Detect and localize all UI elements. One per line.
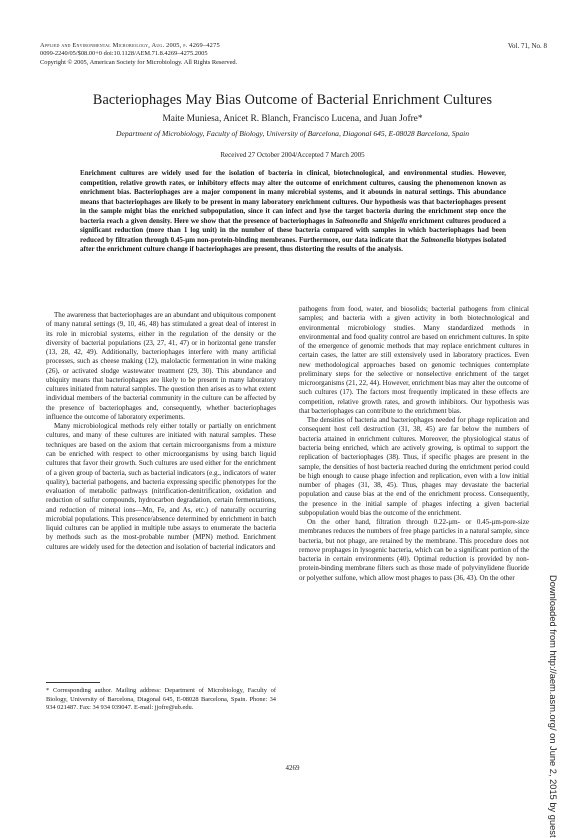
body-column-left <box>46 311 276 552</box>
body-paragraph: Many microbiological methods rely either totally or partially on enrichment cultures, and many of these cultures are initiated with natural samples. These techniques are based on the axiom that certain microorganisms from a mixture can be enriched with respect to other microorganisms by using batch liquid cultures that favor their growth. Such cultures are used either for the enrichment of a given group of bacteria, such as bacterial indicators (e.g., indicators of water quality), bacterial pathogens, and bacteria expressing specific phenotypes for the evaluation of metabolic pathways (nitrification-denitrification, oxidation and reduction of sulfur compounds, hydrocarbon degradation, certain fermentations, and reduction of mineral ions—Mn, Fe, and As, etc.) of naturally occurring microbial populations. This presence/absence determined by enrichment in batch liquid cultures can be applied in multiple tube assays to enumerate the bacteria by methods such as the most-probable number (MPN) method. Enrichment cultures are widely used for the detection and isolation of bacterial indicators and <box>46 422 276 551</box>
page-number: 4269 <box>285 764 300 772</box>
abstract-text-3: biotypes isolated after the enrichment culture change if bacteriophages are present, thus distorting the results of the analysis. <box>80 235 506 253</box>
abstract-text-1: Enrichment cultures are widely used for the isolation of bacteria in clinical, biotechnological, and environmental studies. However, competition, relative growth rates, or inhibitory effects may alter the outcome of enrichment cultures, causing the phenomenon known as enrichment bias. Bacteriophages are a major component in many microbial systems, and it abounds in natural settings. This abundance means that bacteriophages are likely to be present in many laboratory enrichment cultures. Our hypothesis was that bacteriophages present in the sample might bias the enriched subpopulation, since it can infect and lyse the target bacteria during the enrichment step once the bacteria reach a given density. Here we show that the presence of bacteriophages in <box>80 169 506 225</box>
abstract-salmonella-1: Salmonella <box>335 216 369 225</box>
body-paragraph: The densities of bacteria and bacteriophages needed for phage replication and consequent host cell destruction (31, 38, 45) are far below the numbers of bacteria attained in enrichment cultures. Moreover, the physiological status of bacteria being enriched, which are actively growing, is optimal to support the replication of bacteriophages (38). Thus, if specific phages are present in the sample, the densities of host bacteria reached during the enrichment period could be high enough to cause phage infection and replication, even with a low initial number of phages (31, 38, 45). Thus, phages may devastate the bacterial population and cause bias at the end of the enrichment process. Consequently, the presence in the initial sample of phages infecting a given bacterial subpopulation would bias the outcome of the enrichment. <box>299 416 529 517</box>
article-title: Bacteriophages May Bias Outcome of Bacterial Enrichment Cultures <box>92 92 493 108</box>
author-list: Maite Muniesa, Anicet R. Blanch, Francisco Lucena, and Juan Jofre* <box>162 114 423 124</box>
corresponding-author-footnote: * Corresponding author. Mailing address: Department of Microbiology, Faculty of Biology, University of Barcelona, Diagonal 645, E-08028 Barcelona, Spain. Phone: 34 934 021487. Fax: 34 934 039047. E-mail: jjofre@ub.edu. <box>46 687 276 711</box>
footnote-divider <box>46 682 100 683</box>
volume-number: Vol. 71, No. 8 <box>507 42 547 50</box>
journal-header <box>40 42 400 67</box>
body-column-right <box>299 305 529 583</box>
abstract-and: and <box>368 216 384 225</box>
body-paragraph: On the other hand, filtration through 0.22-μm- or 0.45-μm-pore-size membranes reduces the numbers of free phage particles in a natural sample, since bacteria, but not phage, are retained by the membrane. This procedure does not remove prophages in lysogenic bacteria, which can be a significant portion of the bacteria in certain environments (40). Optimal reduction is provided by non-protein-binding membrane filters such as those made of polyvinylidene fluoride or polyether sulfone, which allow most phages to pass (36, 43). On the other <box>299 518 529 582</box>
abstract-text-2: enrichment cultures produced a significant reduction (more than 1 log unit) in the number of these bacteria compared with samples in which bacteriophages had been reduced by filtration through 0.45-μm non-protein-binding membranes. Furthermore, our data indicate that the <box>80 216 506 244</box>
copyright-line: Copyright © 2005, American Society for Microbiology. All Rights Reserved. <box>40 58 238 66</box>
issn-doi: 0099-2240/05/$08.00+0 doi:10.1128/AEM.71.8.4269–4275.2005 <box>40 50 208 58</box>
body-paragraph: The awareness that bacteriophages are an abundant and ubiquitous component of many natural settings (9, 10, 46, 48) has stimulated a great deal of interest in its role in microbial systems, either in the regulation of the density or the diversity of bacterial populations (23, 27, 41, 47) or in horizontal gene transfer (13, 28, 42, 49). Additionally, bacteriophages interfere with many artificial processes, such as cheese making (12), malolactic fermentation in wine making (26), or activated sludge wastewater treatment (29, 30). This abundance and ubiquity means that bacteriophages are likely to be present in many laboratory cultures initiated from natural samples. The question then arises as to what extent individual members of the bacterial community in the culture can be affected by the presence of bacteriophages and, consequently, whether bacteriophages influence the outcome of laboratory experiments. <box>46 311 276 421</box>
body-paragraph: pathogens from food, water, and biosolids; bacterial pathogens from clinical samples; and bacteria with a given activity in both biotechnological and environmental microbiology studies. Many standardized methods in environmental and food quality control are based on enrichment cultures. In spite of the emergence of genomic methods that may replace enrichment cultures in certain cases, the latter are still extensively used in laboratory practices. Even new methodological approaches based on genomic techniques contemplate preliminary steps for the selective or nonselective enrichment of the target microorganisms (21, 22, 44). However, enrichment bias may alter the outcome of such cultures (17). The factors most frequently implicated in these effects are competition, relative growth rates, and growth inhibitors. Our hypothesis was that bacteriophages can contribute to the enrichment bias. <box>299 305 529 415</box>
abstract-salmonella-2: Salmonella <box>421 235 454 244</box>
abstract-shigella: Shigella <box>383 216 408 225</box>
received-dates: Received 27 October 2004/Accepted 7 March 2005 <box>220 151 365 159</box>
journal-citation: Applied and Environmental Microbiology, Aug. 2005, p. 4269–4275 <box>40 42 220 49</box>
download-notice-text: Downloaded from http://aem.asm.org/ on June 2, 2015 by guest <box>548 575 558 838</box>
affiliation: Department of Microbiology, Faculty of Biology, University of Barcelona, Diagonal 645, E-08028 Barcelona, Spain <box>115 129 470 138</box>
abstract <box>80 169 506 255</box>
